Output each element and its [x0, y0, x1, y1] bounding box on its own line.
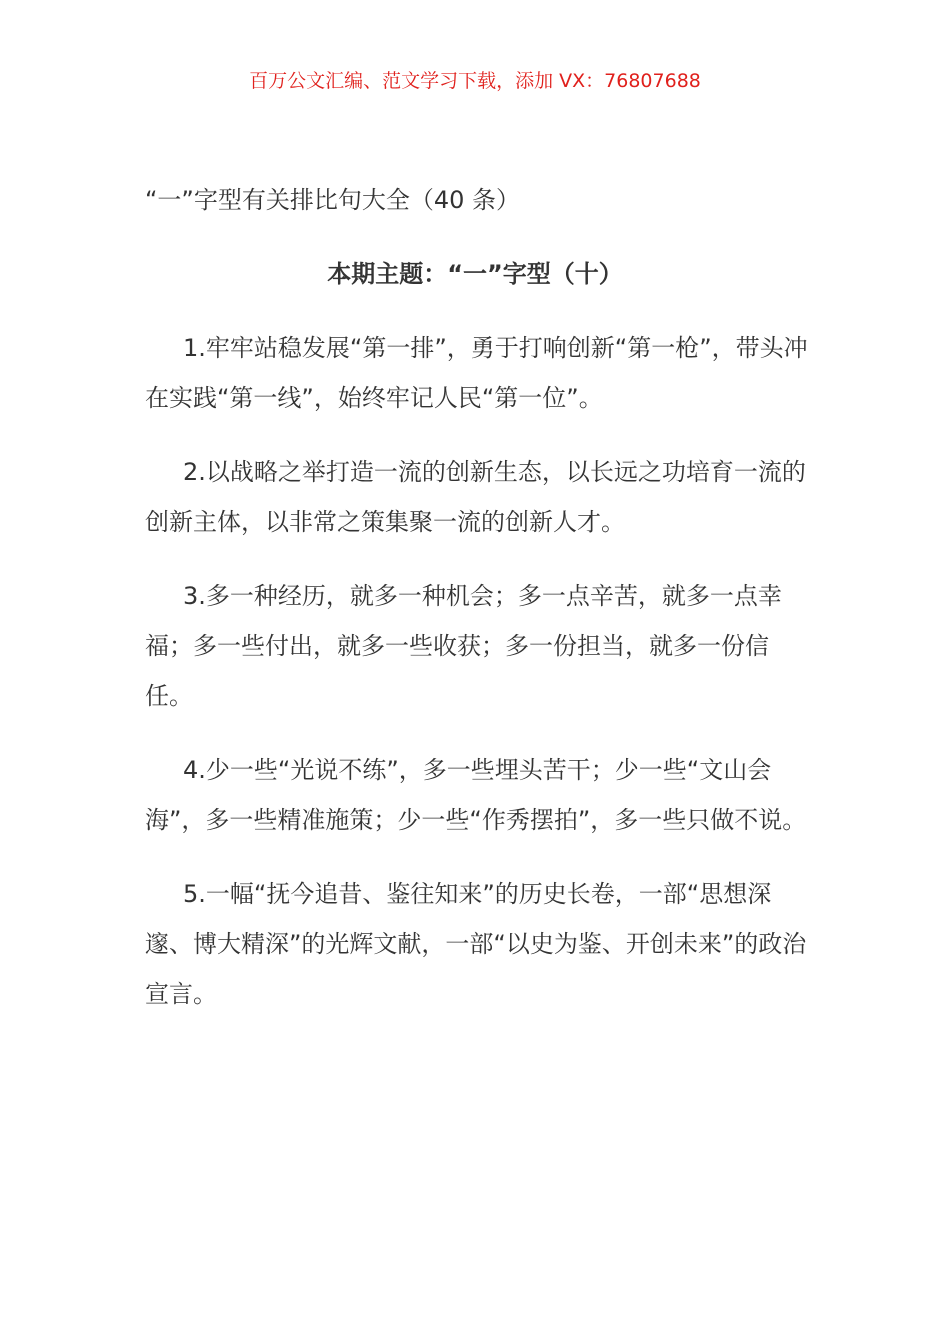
list-item-4: 4.少一些“光说不练”，多一些埋头苦干；少一些“文山会海”，多一些精准施策；少一些“作秀摆拍”，多一些只做不说。 [145, 756, 807, 834]
list-item-5: 5.一幅“抚今追昔、鉴往知来”的历史长卷，一部“思想深邃、博大精深”的光辉文献，一部“以史为鉴、开创未来”的政治宣言。 [145, 880, 807, 1008]
document-title: “一”字型有关排比句大全（40 条） [145, 186, 521, 214]
list-item-1: 1.牢牢站稳发展“第一排”，勇于打响创新“第一枪”，带头冲在实践“第一线”，始终牢记人民“第一位”。 [145, 334, 808, 412]
section-title: 本期主题：“一”字型（十） [327, 260, 623, 288]
list-item-2: 2.以战略之举打造一流的创新生态，以长远之功培育一流的创新主体，以非常之策集聚一流的创新人才。 [145, 458, 806, 536]
header-note: 百万公文汇编、范文学习下载，添加 VX：76807688 [249, 70, 701, 92]
item-list [145, 323, 810, 1043]
list-item-3: 3.多一种经历，就多一种机会；多一点辛苦，就多一点幸福；多一些付出，就多一些收获；多一份担当，就多一份信任。 [145, 582, 782, 710]
